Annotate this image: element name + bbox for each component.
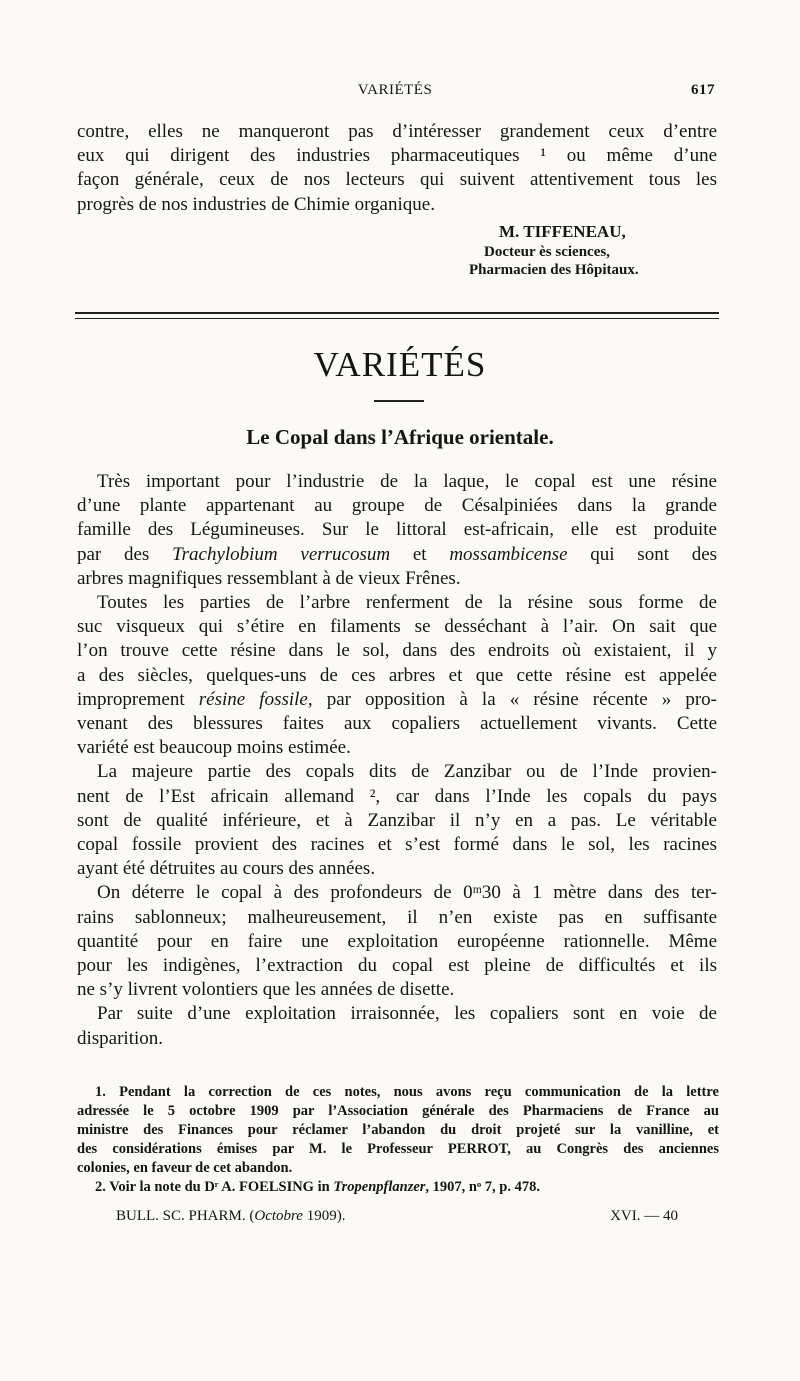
text-line: disparition. bbox=[77, 1027, 164, 1049]
text-line: variété est beaucoup moins estimée. bbox=[77, 737, 351, 759]
text-run: par des bbox=[77, 543, 150, 565]
text-line: suc visqueux qui s’étire en filaments se desséchant à l’air. On sait que bbox=[77, 616, 717, 638]
signature-title: Pharmacien des Hôpitaux. bbox=[469, 262, 639, 278]
emphasis: résine fossile bbox=[198, 688, 308, 710]
text-line: quantité pour en faire une exploitation européenne rationnelle. Même bbox=[77, 930, 717, 952]
species-name: mossambicense bbox=[449, 543, 568, 565]
text-line bbox=[77, 688, 717, 712]
text-line: a des siècles, quelques-uns de ces arbres et que cette résine est appelée bbox=[77, 664, 717, 686]
text-line: eux qui dirigent des industries pharmaceutiques ¹ ou même d’une bbox=[77, 145, 717, 167]
text-line: copal fossile provient des racines et s’est formé dans le sol, les racines bbox=[77, 834, 717, 856]
footnote-line: des considérations émises par M. le Professeur PERROT, au Congrès des anciennes bbox=[77, 1141, 719, 1157]
text-line: ne s’y livrent volontiers que les années de disette. bbox=[77, 979, 455, 1001]
text-line: sont de qualité inférieure, et à Zanzibar il n’y en a pas. Le véritable bbox=[77, 809, 717, 831]
text-line: progrès de nos industries de Chimie organique. bbox=[77, 193, 435, 215]
text-run: 1909). bbox=[302, 1208, 346, 1224]
text-line: La majeure partie des copals dits de Zanzibar ou de l’Inde provien- bbox=[97, 761, 717, 783]
footnote-line bbox=[77, 1178, 719, 1197]
text-line: nent de l’Est africain allemand ², car dans l’Inde les copals du pays bbox=[77, 785, 717, 807]
text-run: , 1907, nᵒ 7, p. 478. bbox=[425, 1179, 540, 1195]
footnote-line: adressée le 5 octobre 1909 par l’Association générale des Pharmaciens de France au bbox=[77, 1103, 719, 1119]
previous-article-ending bbox=[77, 120, 717, 217]
species-name: Trachylobium verrucosum bbox=[172, 543, 391, 565]
running-head-title: VARIÉTÉS bbox=[357, 82, 433, 98]
page-number: 617 bbox=[691, 82, 715, 98]
text-line: ayant été détruites au cours des années. bbox=[77, 858, 376, 880]
footer-month: Octobre bbox=[254, 1208, 303, 1224]
text-line: contre, elles ne manqueront pas d’intéresser grandement ceux d’entre bbox=[77, 121, 717, 142]
text-line: venant des blessures faites aux copaliers actuellement vivants. Cette bbox=[77, 713, 717, 735]
footnotes bbox=[77, 1083, 719, 1197]
title-rule bbox=[374, 400, 424, 402]
text-line: famille des Légumineuses. Sur le littoral est-africain, elle est produite bbox=[77, 519, 717, 541]
text-run: et bbox=[412, 543, 427, 565]
text-line: l’on trouve cette résine dans le sol, dans des endroits où existaient, il y bbox=[77, 640, 717, 662]
signature-name: M. TIFFENEAU, bbox=[499, 222, 626, 241]
section-title: VARIÉTÉS bbox=[313, 345, 487, 384]
text-run: 2. Voir la note du Dʳ A. FOELSING in bbox=[95, 1179, 330, 1195]
divider-rule bbox=[75, 312, 719, 314]
text-line: rains sablonneux; malheureusement, il n’en existe pas en suffisante bbox=[77, 906, 717, 928]
text-run: qui sont des bbox=[590, 543, 718, 565]
article-title: Le Copal dans l’Afrique orientale. bbox=[246, 425, 554, 449]
signature-title: Docteur ès sciences, bbox=[484, 244, 610, 260]
text-run: , par opposition à la « résine récente » pro- bbox=[307, 688, 717, 710]
text-line: Par suite d’une exploitation irraisonnée, les copaliers sont en voie de bbox=[97, 1003, 717, 1025]
running-head bbox=[75, 82, 715, 106]
text-line: Très important pour l’industrie de la laque, le copal est une résine bbox=[97, 471, 717, 492]
footnote-line: 1. Pendant la correction de ces notes, nous avons reçu communication de la lettre bbox=[95, 1084, 719, 1100]
text-line: arbres magnifiques ressemblant à de vieux Frênes. bbox=[77, 567, 461, 589]
footnote-line: ministre des Finances pour réclamer l’abandon du droit projeté sur la vanilline, et bbox=[77, 1122, 719, 1138]
footer-signature-mark: XVI. — 40 bbox=[610, 1208, 678, 1224]
text-line bbox=[77, 543, 717, 567]
text-line: pour les indigènes, l’extraction du copal est pleine de difficultés et ils bbox=[77, 955, 717, 977]
text-run: improprement bbox=[77, 688, 185, 710]
text-line: Toutes les parties de l’arbre renferment de la résine sous forme de bbox=[97, 592, 717, 614]
text-line: façon générale, ceux de nos lecteurs qui suivent attentivement tous les bbox=[77, 169, 717, 191]
divider-rule bbox=[75, 318, 719, 319]
journal-title: Tropenpflanzer bbox=[333, 1179, 426, 1195]
text-run: BULL. SC. PHARM. ( bbox=[116, 1208, 255, 1224]
article-body bbox=[77, 470, 717, 1051]
footnote-line: colonies, en faveur de cet abandon. bbox=[77, 1160, 293, 1176]
text-line: On déterre le copal à des profondeurs de 0ᵐ30 à 1 mètre dans des ter- bbox=[97, 882, 717, 904]
text-line: d’une plante appartenant au groupe de Césalpiniées dans la grande bbox=[77, 495, 717, 517]
footer-citation bbox=[116, 1208, 345, 1225]
